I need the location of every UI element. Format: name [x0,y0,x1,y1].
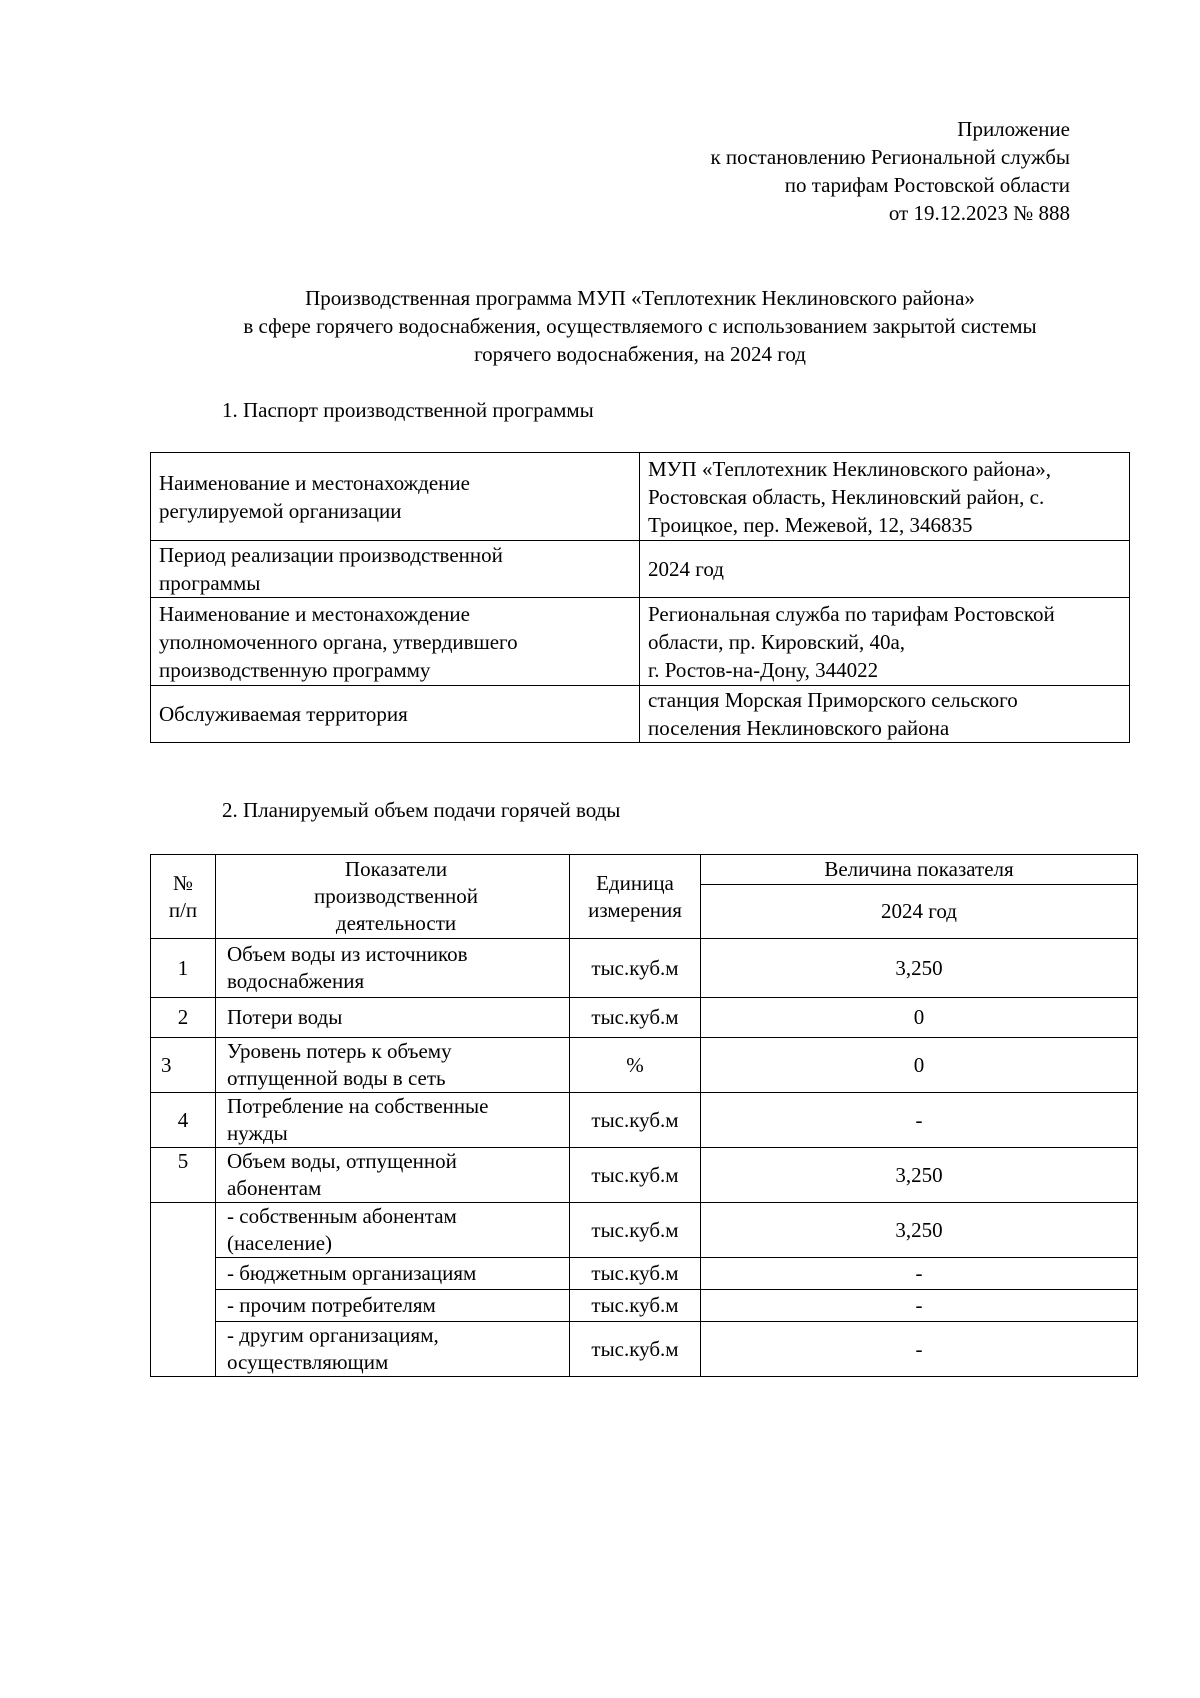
table-row [151,1258,1138,1290]
table-row [151,1093,1138,1148]
cell-text: программы [159,571,261,595]
cell-text: п/п [168,897,198,922]
cell-text: Троицкое, пер. Межевой, 12, 346835 [648,512,973,537]
title-line: горячего водоснабжения, на 2024 год [474,342,806,366]
table-row [151,1322,1138,1377]
cell-text: 2024 год [648,557,724,581]
title-line: в сфере горячего водоснабжения, осуществляемого с использованием закрытой системы [243,314,1037,338]
row-name [216,998,570,1038]
cell-text: МУП «Теплотехник Неклиновского района», [648,456,1051,481]
cell-text: измерения [588,897,682,922]
row-value: - [701,1093,1138,1148]
table-row [151,939,1138,998]
cell-text: (население) [227,1231,333,1255]
row-unit: % [570,1038,701,1093]
row-value: - [701,1258,1138,1290]
passport-key [151,598,640,686]
row-unit: тыс.куб.м [570,1203,701,1258]
cell-text: Уровень потерь к объему [227,1039,452,1063]
row-name [216,939,570,998]
appendix-line: к постановлению Региональной службы [710,145,1070,169]
cell-text: Наименование и местонахождение [159,470,470,495]
header-indicator [216,855,570,939]
section-2-heading: 2. Планируемый объем подачи горячей воды [222,798,621,822]
cell-text: водоснабжения [227,969,365,993]
cell-text: Объем воды из источников [227,942,468,966]
volume-table [150,854,1138,1377]
table-row [151,1203,1138,1258]
cell-text: отпущенной воды в сеть [227,1066,446,1090]
row-value: 3,250 [701,1203,1138,1258]
passport-value [640,686,1130,743]
row-value: 3,250 [701,939,1138,998]
passport-value [640,541,1130,598]
section-1-heading: 1. Паспорт производственной программы [222,398,594,422]
cell-text: Период реализации производственной [159,543,503,567]
table-header-row [151,855,1138,885]
passport-table [150,452,1130,743]
row-unit: тыс.куб.м [570,939,701,998]
row-unit: тыс.куб.м [570,1148,701,1203]
passport-value [640,598,1130,686]
cell-text: осуществляющим [227,1350,389,1374]
appendix-header [710,115,1070,227]
row-num: 1 [151,939,216,998]
cell-text: абонентам [227,1176,322,1200]
header-value-group: Величина показателя [701,855,1138,885]
appendix-line: по тарифам Ростовской области [784,173,1070,197]
table-row [151,541,1130,598]
cell-text: Региональная служба по тарифам Ростовской [648,601,1055,626]
row-name [216,1148,570,1203]
appendix-line: Приложение [957,117,1070,141]
row-value: 0 [701,998,1138,1038]
cell-text: № [172,870,194,895]
row-name [216,1038,570,1093]
cell-text: - собственным абонентам [227,1204,457,1228]
cell-text: Наименование и местонахождение [159,601,470,626]
table-row [151,1148,1138,1203]
row-value: - [701,1322,1138,1377]
cell-text: г. Ростов-на-Дону, 344022 [648,657,879,682]
header-unit [570,855,701,939]
cell-text: производственную программу [159,657,431,682]
cell-text: производственной [314,884,478,908]
cell-text: Ростовская область, Неклиновский район, с. [648,484,1045,509]
table-row [151,998,1138,1038]
row-unit: тыс.куб.м [570,1093,701,1148]
cell-text: станция Морская Приморского сельского [648,688,1018,712]
passport-key [151,453,640,541]
cell-text: - другим организациям, [227,1323,439,1347]
cell-text: поселения Неклиновского района [648,716,950,740]
document-title [150,284,1130,368]
cell-text: Показатели [344,857,448,881]
row-name [216,1290,570,1322]
row-name [216,1322,570,1377]
header-num [151,855,216,939]
row-num: 3 [151,1038,216,1093]
row-unit: тыс.куб.м [570,1258,701,1290]
row-num-empty [151,1203,216,1377]
cell-text: Обслуживаемая территория [159,702,408,726]
header-year: 2024 год [701,885,1138,939]
row-name [216,1203,570,1258]
row-unit: тыс.куб.м [570,1322,701,1377]
cell-text: нужды [227,1121,288,1145]
title-line: Производственная программа МУП «Теплотехник Неклиновского района» [305,286,975,310]
table-row [151,1290,1138,1322]
passport-value [640,453,1130,541]
table-row [151,1038,1138,1093]
table-row [151,686,1130,743]
passport-key [151,541,640,598]
table-row [151,598,1130,686]
row-value: 3,250 [701,1148,1138,1203]
cell-text: Потребление на собственные [227,1094,489,1118]
cell-text: Потери воды [227,1005,343,1029]
cell-text: - бюджетным организациям [227,1261,477,1285]
passport-key [151,686,640,743]
row-num: 2 [151,998,216,1038]
cell-text: Единица [596,870,674,895]
row-name [216,1258,570,1290]
cell-text: Объем воды, отпущенной [227,1149,457,1173]
row-num: 4 [151,1093,216,1148]
cell-text: - прочим потребителям [227,1293,436,1317]
cell-text: уполномоченного органа, утвердившего [159,629,518,654]
row-value: 0 [701,1038,1138,1093]
row-value: - [701,1290,1138,1322]
row-num: 5 [151,1148,216,1203]
table-row [151,453,1130,541]
row-name [216,1093,570,1148]
appendix-line: от 19.12.2023 № 888 [888,201,1070,225]
cell-text: деятельности [335,911,457,935]
row-unit: тыс.куб.м [570,1290,701,1322]
cell-text: области, пр. Кировский, 40а, [648,629,906,654]
row-unit: тыс.куб.м [570,998,701,1038]
cell-text: регулируемой организации [159,498,402,523]
